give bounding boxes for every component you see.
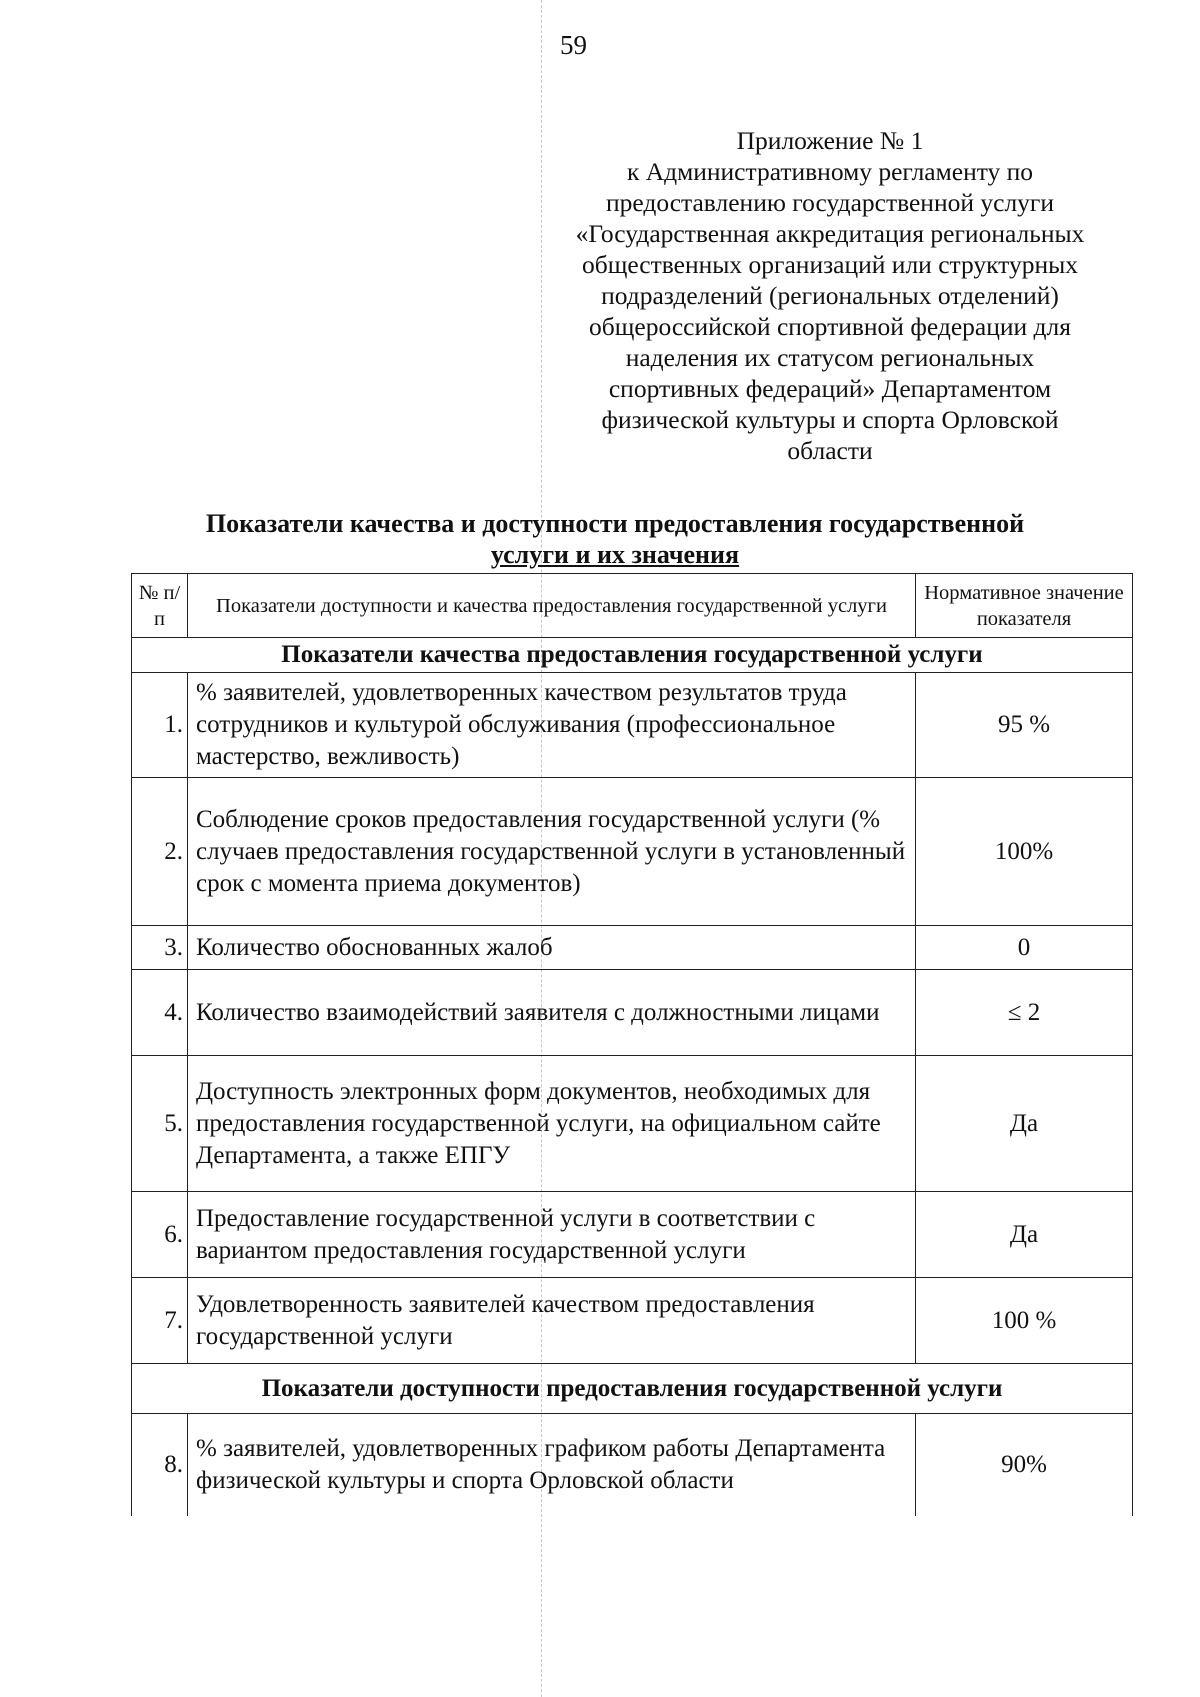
row-number: 5. — [132, 1056, 188, 1192]
row-value: Да — [916, 1056, 1133, 1192]
appendix-line: Приложение № 1 — [736, 126, 924, 155]
table-header-row — [132, 574, 1133, 638]
row-value: 90% — [916, 1414, 1133, 1516]
row-indicator: Количество обоснованных жалоб — [188, 926, 916, 970]
appendix-line: спортивных федераций» Департаментом — [608, 374, 1052, 403]
row-number: 2. — [132, 778, 188, 926]
row-number: 7. — [132, 1278, 188, 1364]
row-value: ≤ 2 — [916, 970, 1133, 1056]
table-row — [132, 970, 1133, 1056]
section-quality-title: Показатели качества предоставления государственной услуги — [132, 638, 1133, 673]
header-indicator: Показатели доступности и качества предоставления государственной услуги — [188, 574, 916, 638]
appendix-line: подразделений (региональных отделений) — [601, 281, 1059, 310]
indicators-table — [131, 573, 1133, 1516]
row-value: 100 % — [916, 1278, 1133, 1364]
title-line-2: услуги и их значения — [490, 540, 740, 569]
row-indicator: Количество взаимодействий заявителя с должностными лицами — [188, 970, 916, 1056]
row-indicator: Предоставление государственной услуги в соответствии с вариантом предоставления государственной услуги — [188, 1192, 916, 1278]
row-value: 0 — [916, 926, 1133, 970]
section-quality-row — [132, 638, 1133, 673]
section-access-title: Показатели доступности предоставления государственной услуги — [132, 1364, 1133, 1414]
row-indicator: Соблюдение сроков предоставления государственной услуги (% случаев предоставления государственной услуги в установленный срок с момента приема документов) — [188, 778, 916, 926]
row-value: 100% — [916, 778, 1133, 926]
row-value: Да — [916, 1192, 1133, 1278]
row-indicator: % заявителей, удовлетворенных графиком работы Департамента физической культуры и спорта Орловской области — [188, 1414, 916, 1516]
document-title — [110, 508, 1120, 570]
row-number: 6. — [132, 1192, 188, 1278]
table-row — [132, 1414, 1133, 1516]
appendix-header — [545, 125, 1115, 466]
row-indicator: Доступность электронных форм документов, необходимых для предоставления государственной услуги, на официальном сайте Департамента, а также ЕПГУ — [188, 1056, 916, 1192]
table-row — [132, 1056, 1133, 1192]
appendix-line: физической культуры и спорта Орловской — [601, 405, 1059, 434]
row-number: 4. — [132, 970, 188, 1056]
table-row — [132, 673, 1133, 778]
row-value: 95 % — [916, 673, 1133, 778]
row-indicator: % заявителей, удовлетворенных качеством результатов труда сотрудников и культурой обслуживания (профессиональное мастерство, вежливость) — [188, 673, 916, 778]
table-row — [132, 778, 1133, 926]
appendix-line: к Административному регламенту по — [626, 157, 1034, 186]
section-access-row — [132, 1364, 1133, 1414]
row-number: 8. — [132, 1414, 188, 1516]
appendix-line: «Государственная аккредитация региональных — [575, 219, 1085, 248]
row-number: 1. — [132, 673, 188, 778]
row-indicator: Удовлетворенность заявителей качеством предоставления государственной услуги — [188, 1278, 916, 1364]
appendix-line: общероссийской спортивной федерации для — [589, 312, 1071, 341]
appendix-line: области — [787, 436, 873, 465]
table-row — [132, 926, 1133, 970]
header-number: № п/п — [132, 574, 188, 638]
title-line-1: Показатели качества и доступности предоставления государственной — [205, 509, 1025, 538]
table-row — [132, 1278, 1133, 1364]
page-number: 59 — [560, 30, 587, 60]
table-row — [132, 1192, 1133, 1278]
appendix-line: предоставлению государственной услуги — [605, 188, 1055, 217]
row-number: 3. — [132, 926, 188, 970]
appendix-line: общественных организаций или структурных — [581, 250, 1079, 279]
appendix-line: наделения их статусом региональных — [625, 343, 1035, 372]
header-value: Нормативное значение показателя — [916, 574, 1133, 638]
